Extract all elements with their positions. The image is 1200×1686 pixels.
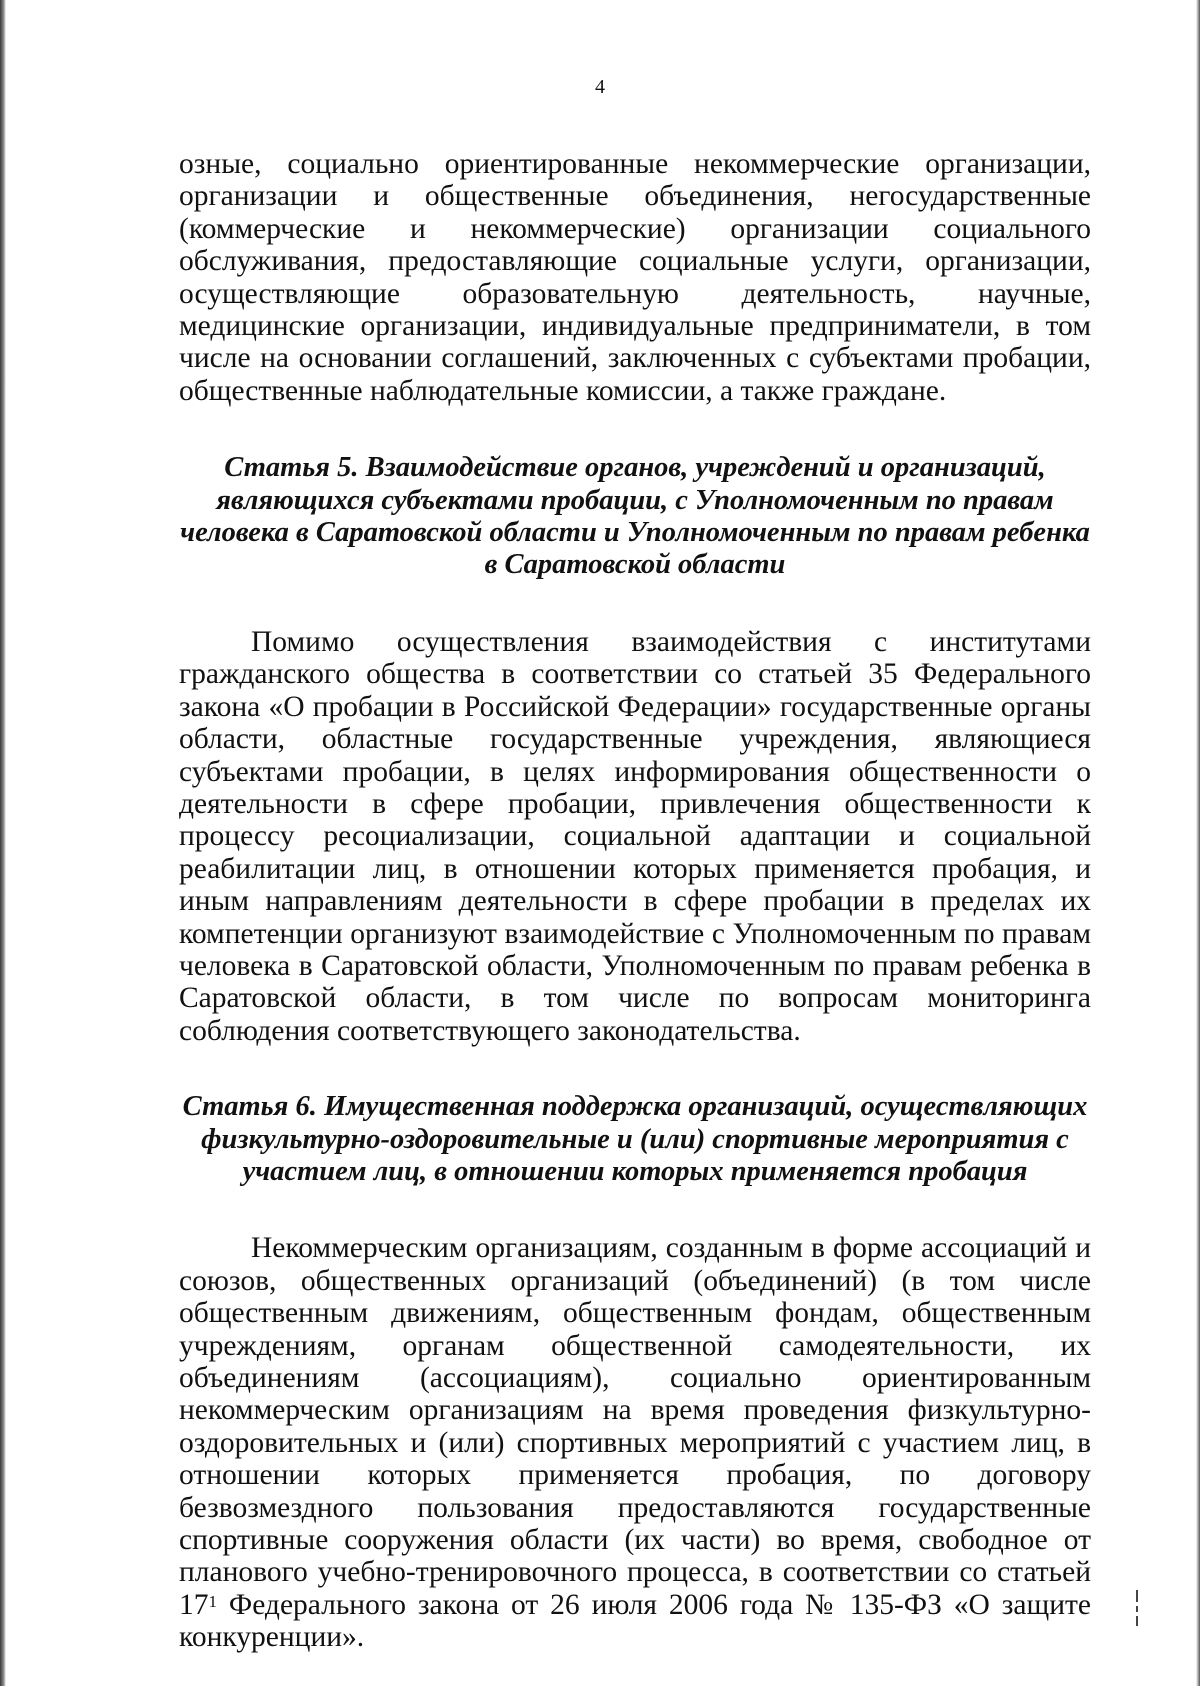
scan-artifact-mark: [1136, 1590, 1138, 1602]
article-5-title: Статья 5. Взаимодействие органов, учреждений и организаций, являющихся субъектами пробации, с Уполномоченным по правам человека в Саратовской области и Уполномоченным по правам ребенка в Саратовской области: [180, 452, 1090, 581]
article-5-text: Помимо осуществления взаимодействия с институтами гражданского общества в соответствии со статьей 35 Федерального закона «О пробации в Российской Федерации» государственные органы области, областные государственные учреждения, являющиеся субъектами пробации, в целях информирования общественности о деятельности в сфере пробации, привлечения общественности к процессу ресоциализации, социальной адаптации и социальной реабилитации лиц, в отношении которых применяется пробация, и иным направлениям деятельности в сфере пробации в пределах их компетенции организуют взаимодействие с Уполномоченным по правам человека в Саратовской области, Уполномоченным по правам ребенка в Саратовской области, в том числе по вопросам мониторинга соблюдения соответствующего законодательства.: [179, 625, 1091, 1047]
article-6-text-end: Федерального закона от 26 июля 2006 года № 135-ФЗ «О защите конкуренции».: [179, 1588, 1091, 1654]
document-body: [179, 148, 1091, 1654]
article-6-text: [179, 1232, 1091, 1653]
article-6-title: Статья 6. Имущественная поддержка организаций, осуществляющих физкультурно-оздоровительные и (или) спортивные мероприятия с участием лиц, в отношении которых применяется пробация: [182, 1091, 1088, 1187]
scan-artifact-mark: [1136, 1616, 1138, 1626]
scan-left-edge: [0, 0, 6, 1686]
scan-artifact-mark: [1136, 1606, 1138, 1612]
paragraph-continuation: озные, социально ориентированные некоммерческие организации, организации и общественные объединения, негосударственные (коммерческие и некоммерческие) организации социального обслуживания, предоставляющие социальные услуги, организации, осуществляющие образовательную деятельность, научные, медицинские организации, индивидуальные предприниматели, в том числе на основании соглашений, заключенных с субъектами пробации, общественные наблюдательные комиссии, а также граждане.: [179, 148, 1091, 407]
article-6-text-main: Некоммерческим организациям, созданным в форме ассоциаций и союзов, общественных организаций (объединений) (в том числе общественным движениям, общественным фондам, общественным учреждениям, органам общественной самодеятельности, их объединениям (ассоциациям), социально ориентированным некоммерческим организациям на время проведения физкультурно-оздоровительных и (или) спортивных мероприятий с участием лиц, в отношении которых применяется пробация, по договору безвозмездного пользования предоставляются государственные спортивные сооружения области (их части) во время, свободное от планового учебно-тренировочного процесса, в соответствии со статьей 17: [179, 1232, 1091, 1621]
page-number: 4: [595, 76, 605, 98]
article-6-superscript: 1: [208, 1591, 217, 1611]
scan-right-edge: [1196, 0, 1200, 1686]
